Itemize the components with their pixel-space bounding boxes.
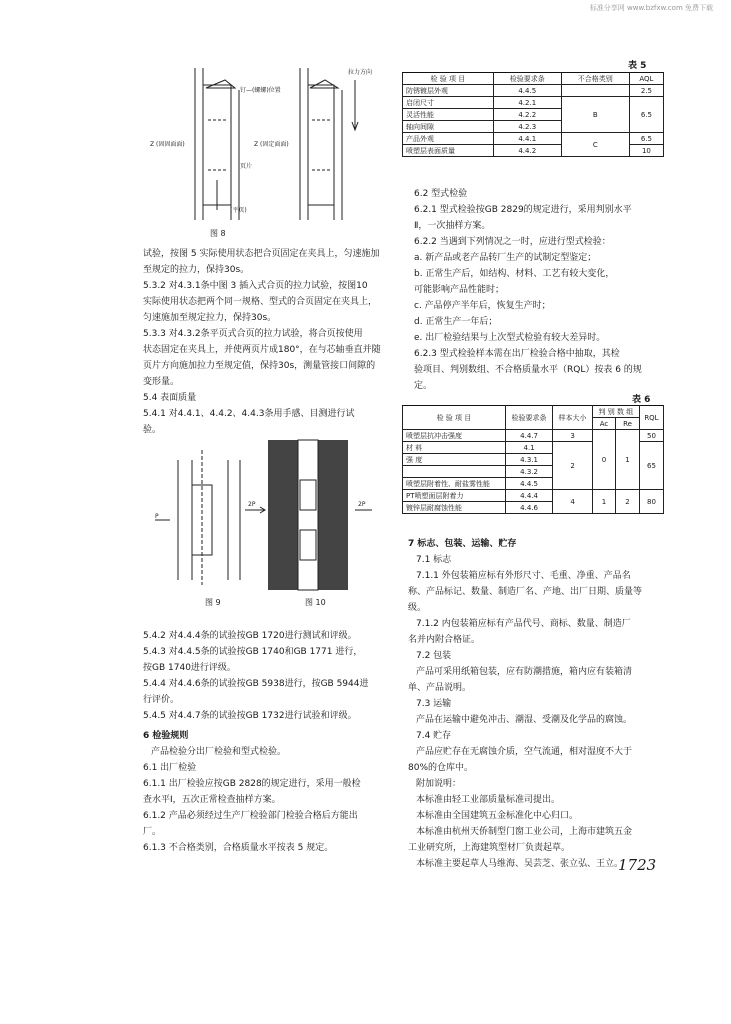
table-cell: 4.1 [505,442,552,454]
table-cell: 2 [616,490,640,514]
fig10-label-2p: 2P [358,501,366,508]
left-column-text-1 [143,246,381,438]
paragraph-line: 产品在运输中避免冲击、潮湿、受潮及化学品的腐蚀。 [416,715,633,725]
fig9-label-p: P [155,513,159,520]
figures-9-10 [150,430,375,610]
table-header: 检验要求条 [493,73,561,85]
paragraph-line: 6.2.2 当遇到下列情况之一时，应进行型式检验： [414,237,611,247]
table-subheader: Re [616,418,640,430]
fig8-label-hinge: (平页) [230,207,247,214]
table5-title: 表 5 [628,61,647,71]
paragraph-line: 本标准由全国建筑五金标准化中心归口。 [416,811,579,821]
paragraph-line: c. 产品停产半年后，恢复生产时； [414,301,551,311]
table-cell: 4.4.4 [505,490,552,502]
table-cell: 6.5 [629,97,663,133]
table-cell: 4.2.3 [493,121,561,133]
paragraph-line: 本标准由杭州天侨制型门窗工业公司，上海市建筑五金 [416,827,633,837]
figure-8 [150,60,380,240]
table-cell: 2 [553,442,593,490]
table-cell: 4.4.2 [493,145,561,157]
section-heading: 7 标志、包装、运输、贮存 [408,539,517,549]
fig10-caption: 图 10 [305,598,326,607]
paragraph-line: 5.4.4 对4.4.6条的试验按GB 5938进行，按GB 5944进 [143,679,369,689]
table-cell: 0 [592,430,615,490]
paragraph-line: 状态固定在夹具上，并使两页片成180°，在与芯轴垂直并随 [143,345,381,355]
table-cell: 4.4.6 [505,502,552,514]
left-column-text-2 [143,628,369,724]
paragraph-line: 5.4.5 对4.4.7条的试验按GB 1732进行试验和评级。 [143,711,357,721]
table-cell: 喷塑层抗冲击强度 [403,430,506,442]
table-cell: 材 料 [403,442,506,454]
table-cell: 1 [592,490,615,514]
paragraph-line: 附加说明： [416,779,462,789]
table-cell: 4.4.7 [505,430,552,442]
section-heading: 6 检验规则 [143,731,189,741]
paragraph-line: 单、产品说明。 [408,683,472,693]
table-cell: 4.4.1 [493,133,561,145]
paragraph-line: 验。 [143,425,162,435]
watermark: 标准分享网 www.bzfxw.com 免费下载 [589,4,713,12]
paragraph-line: 6.1.1 出厂检验应按GB 2828的规定进行，采用一般检 [143,779,361,789]
paragraph-line: b. 正常生产后，如结构、材料、工艺有较大变化， [414,269,615,279]
paragraph-line: 5.4 表面质量 [143,393,197,403]
table-cell: PT喷塑面层附着力 [403,490,506,502]
table-6 [402,405,664,514]
table-cell: 6.5 [629,133,663,145]
table-cell: 产品外观 [403,133,494,145]
paragraph-line: 7.1.2 内包装箱应标有产品代号、商标、数量、制造厂 [416,619,631,629]
paragraph-line: 7.1 标志 [416,555,452,565]
paragraph-line: 验项目、判别数组、不合格质量水平（RQL）按表 6 的规 [414,365,642,375]
paragraph-line: 7.4 贮存 [416,731,452,741]
paragraph-line: 80%的仓库中。 [408,763,474,773]
table-cell: 启闭尺寸 [403,97,494,109]
table-cell: 4.3.2 [505,466,552,478]
fig8-caption: 图 8 [210,229,226,238]
paragraph-line: 7.2 包装 [416,651,452,661]
table-cell: 50 [639,430,663,442]
fig8-label-fixed-left: Z (固固面面) [150,141,185,148]
table-cell: 1 [616,430,640,490]
table-cell: 镀锌层耐腐蚀性能 [403,502,506,514]
table-header: 样本大小 [553,406,593,430]
paragraph-line: 6.1.3 不合格类别，合格质量水平按表 5 规定。 [143,843,334,853]
table-cell: 喷塑层表面质量 [403,145,494,157]
paragraph-line: 变形量。 [143,377,180,387]
table-header: RQL [639,406,663,430]
paragraph-line: 本标准由轻工业部质量标准司提出。 [416,795,561,805]
table-cell: 3 [553,430,593,442]
paragraph-line: 6.2.1 型式检验按GB 2829的规定进行，采用判别水平 [414,205,632,215]
table-header: 检验要求条 [505,406,552,430]
table-header: 检 验 项 目 [403,73,494,85]
paragraph-line: 产品应贮存在无腐蚀介质，空气流通，相对湿度不大于 [416,747,633,757]
table-cell: 4.2.1 [493,97,561,109]
paragraph-line: 实际使用状态把两个同一规格、型式的合页固定在夹具上， [143,297,378,307]
right-column-text-2 [408,536,642,872]
paragraph-line: 行评价。 [143,695,180,705]
paragraph-line: 5.3.3 对4.3.2条平页式合页的拉力试验，将合页按使用 [143,329,363,339]
paragraph-line: 5.3.2 对4.3.1条中图 3 插入式合页的拉力试验，按图10 [143,281,368,291]
paragraph-line: 匀速施加至规定拉力，保持30s。 [143,313,277,323]
page-number: 1723 [618,856,657,874]
table-header: 检 验 项 目 [403,406,506,430]
paragraph-line: a. 新产品或老产品转厂生产的试制定型鉴定； [414,253,597,263]
table-cell: 喷塑层附着性、耐盐雾性能 [403,478,506,490]
paragraph-line: 6.2 型式检验 [414,189,468,199]
table-cell: 4.4.5 [493,85,561,97]
table-subheader: Ac [592,418,615,430]
table-cell [403,466,506,478]
paragraph-line: 产品可采用纸箱包装，应有防潮措施，箱内应有装箱清 [416,667,633,677]
paragraph-line: 5.4.2 对4.4.4条的试验按GB 1720进行测试和评级。 [143,631,357,641]
table-cell: 65 [639,442,663,490]
table-header: AQL [629,73,663,85]
paragraph-line: 6.1 出厂检验 [143,763,197,773]
paragraph-line: 7.1.1 外包装箱应标有外形尺寸、毛重、净重、产品名 [416,571,631,581]
fig8-label-fixed-right: Z (固定面面) [254,141,289,148]
table-header: 不合格类别 [561,73,629,85]
fig9-label-2p: 2P [248,501,256,508]
paragraph-line: 页片方向施加拉力至规定值，保持30s，测量管接口间隙的 [143,361,376,371]
paragraph-line: 产品检验分出厂检验和型式检验。 [151,747,287,757]
fig8-label-thread: 钉—(螺螺)位置 [240,87,281,94]
table-cell: 80 [639,490,663,514]
paragraph-line: 级。 [408,603,427,613]
fig8-label-side: 页片 [240,163,253,170]
table-cell: 4.4.5 [505,478,552,490]
paragraph-line: 查水平Ⅰ，五次正常检查抽样方案。 [143,795,281,805]
table-cell: 轴向间隙 [403,121,494,133]
paragraph-line: 称、产品标记、数量、制造厂名、产地、出厂日期、质量等 [408,587,643,597]
paragraph-line: 6.2.3 型式检验样本需在出厂检验合格中抽取，其检 [414,349,620,359]
paragraph-line: 6.1.2 产品必须经过生产厂检验部门检验合格后方能出 [143,811,358,821]
table-cell: 灵活性能 [403,109,494,121]
paragraph-line: 至规定的拉力，保持30s。 [143,265,250,275]
fig9-caption: 图 9 [205,598,221,607]
table-cell: 2.5 [629,85,663,97]
table-cell: 10 [629,145,663,157]
paragraph-line: 定。 [414,381,433,391]
paragraph-line: e. 出厂检验结果与上次型式检验有较大差异时。 [414,333,606,343]
paragraph-line: 试验，按图 5 实际使用状态把合页固定在夹具上，匀速施加 [143,249,380,259]
left-column-text-3 [143,728,361,856]
table-5 [402,72,664,157]
paragraph-line: 7.3 运输 [416,699,452,709]
table-cell: 4.2.2 [493,109,561,121]
paragraph-line: d. 正常生产一年后； [414,317,498,327]
table-cell [561,85,629,97]
fig8-label-dir: 拉力方向 [348,69,373,76]
paragraph-line: 按GB 1740进行评级。 [143,663,236,673]
table-cell: B [561,97,629,133]
paragraph-line: 5.4.1 对4.4.1、4.4.2、4.4.3条用手感、目测进行试 [143,409,355,419]
table-header: 判 别 数 组 [592,406,639,418]
table-cell: 强 度 [403,454,506,466]
table6-title: 表 6 [632,395,651,405]
paragraph-line: 本标准主要起草人马维海、吴芸芝、张立弘、王立。 [416,859,624,869]
paragraph-line: 可能影响产品性能时； [414,285,505,295]
table-cell: C [561,133,629,157]
right-column-text-1 [414,186,642,394]
table-cell: 防锈镀层外观 [403,85,494,97]
paragraph-line: 名并内附合格证。 [408,635,481,645]
paragraph-line: Ⅱ，一次抽样方案。 [414,221,491,231]
table-cell: 4 [553,490,593,514]
table-cell: 4.3.1 [505,454,552,466]
paragraph-line: 工业研究所，上海建筑型材厂负责起草。 [408,843,571,853]
paragraph-line: 厂。 [143,827,162,837]
paragraph-line: 5.4.3 对4.4.5条的试验按GB 1740和GB 1771 进行， [143,647,363,657]
